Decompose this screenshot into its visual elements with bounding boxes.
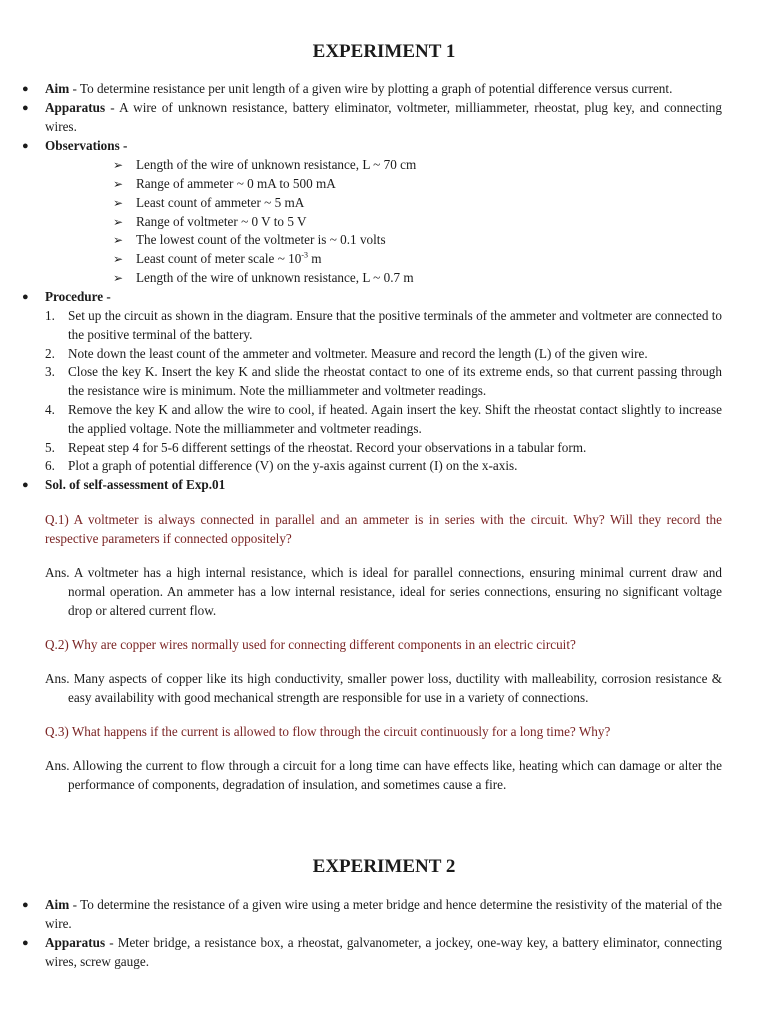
observation-item: Length of the wire of unknown resistance, L ~ 70 cm	[136, 157, 417, 172]
aim-paragraph-exp2	[45, 896, 722, 934]
apparatus-label: Apparatus	[45, 100, 106, 115]
procedure-step: Plot a graph of potential difference (V) on the y-axis against current (I) on the x-axis.	[68, 458, 518, 473]
apparatus-paragraph-exp2	[45, 934, 722, 972]
bullet-icon: ●	[22, 102, 29, 114]
bullet-icon: ●	[22, 899, 29, 911]
observation-item: Least count of ammeter ~ 5 mA	[136, 195, 305, 210]
procedure-step: Remove the key K and allow the wire to cool, if heated. Again insert the key. Shift the rheostat contact slightly to increase the applied voltage. Note the milliammeter and voltmeter readings.	[68, 402, 722, 436]
step-number: 2.	[45, 346, 55, 361]
observation-item: The lowest count of the voltmeter is ~ 0.1 volts	[136, 232, 386, 247]
step-number: 5.	[45, 440, 55, 455]
apparatus-paragraph	[45, 99, 722, 137]
aim-label: Aim	[45, 81, 70, 96]
observations-label: Observations	[45, 138, 120, 153]
answer-2: Ans. Many aspects of copper like its high conductivity, smaller power loss, ductility with malleability, corrosion resistance & easy availability with good mechanical strength are responsible for use in a variety of connections.	[45, 671, 722, 705]
question-1: Q.1) A voltmeter is always connected in parallel and an ammeter is in series with the circuit. Why? Will they record the respective parameters if connected oppositely?	[45, 512, 722, 546]
aim-text: - To determine resistance per unit length of a given wire by plotting a graph of potential difference versus current.	[69, 81, 673, 96]
exponent: -3	[301, 250, 308, 260]
step-number: 1.	[45, 308, 55, 323]
experiment-1-title: EXPERIMENT 1	[312, 41, 456, 62]
answer-3: Ans. Allowing the current to flow through a circuit for a long time can have effects like, heating which can damage or alter the performance of components, degradation of insulation, and sometimes cause a fire.	[45, 758, 722, 792]
procedure-step: Repeat step 4 for 5-6 different settings of the rheostat. Record your observations in a tabular form.	[68, 440, 587, 455]
experiment-2-title: EXPERIMENT 2	[312, 856, 456, 877]
arrow-bullet-icon: ➢	[113, 233, 124, 247]
observation-item: Range of ammeter ~ 0 mA to 500 mA	[136, 176, 336, 191]
apparatus-text: - A wire of unknown resistance, battery eliminator, voltmeter, milliammeter, rheostat, plug key, and connecting wires.	[45, 100, 722, 134]
procedure-label: Procedure	[45, 289, 104, 304]
aim-label: Aim	[45, 897, 70, 912]
observations-heading	[45, 137, 722, 156]
apparatus-label: Apparatus	[45, 935, 106, 950]
observation-item: Range of voltmeter ~ 0 V to 5 V	[136, 214, 307, 229]
observation-item: Length of the wire of unknown resistance, L ~ 0.7 m	[136, 270, 414, 285]
procedure-step: Note down the least count of the ammeter and voltmeter. Measure and record the length (L) of the given wire.	[68, 346, 648, 361]
arrow-bullet-icon: ➢	[113, 252, 124, 266]
question-3: Q.3) What happens if the current is allowed to flow through the circuit continuously for a long time? Why?	[45, 724, 611, 739]
aim-text: - To determine the resistance of a given wire using a meter bridge and hence determine the resistivity of the material of the wire.	[45, 897, 722, 931]
question-2: Q.2) Why are copper wires normally used for connecting different components in an electric circuit?	[45, 637, 576, 652]
procedure-suffix: -	[103, 289, 111, 304]
aim-paragraph	[45, 80, 722, 99]
step-number: 3.	[45, 364, 55, 379]
apparatus-text: - Meter bridge, a resistance box, a rheostat, galvanometer, a jockey, one-way key, a battery eliminator, connecting wires, screw gauge.	[45, 935, 722, 969]
procedure-heading	[45, 288, 722, 307]
solutions-heading	[45, 476, 722, 495]
procedure-step: Set up the circuit as shown in the diagram. Ensure that the positive terminals of the ammeter and voltmeter are connected to the positive terminal of the battery.	[68, 308, 722, 342]
procedure-step: Close the key K. Insert the key K and slide the rheostat contact to one of its extreme ends, so that current passing through the resistance wire is minimum. Note the milliammeter and voltmeter readings.	[68, 364, 722, 398]
bullet-icon: ●	[22, 83, 29, 95]
answer-1: Ans. A voltmeter has a high internal resistance, which is ideal for parallel connections, ensuring minimal current draw and normal operation. An ammeter has a low internal resistance, ideal for series connections, ensuring no significant voltage drop or altered current flow.	[45, 565, 722, 618]
step-number: 6.	[45, 458, 55, 473]
arrow-bullet-icon: ➢	[113, 271, 124, 285]
arrow-bullet-icon: ➢	[113, 177, 124, 191]
solutions-label: Sol. of self-assessment of Exp.01	[45, 477, 226, 492]
arrow-bullet-icon: ➢	[113, 158, 124, 172]
bullet-icon: ●	[22, 479, 29, 491]
arrow-bullet-icon: ➢	[113, 196, 124, 210]
bullet-icon: ●	[22, 937, 29, 949]
step-number: 4.	[45, 402, 55, 417]
unit: m	[308, 251, 322, 266]
bullet-icon: ●	[22, 291, 29, 303]
observation-item	[136, 250, 322, 269]
observation-item-text: Least count of meter scale ~ 10	[136, 251, 302, 266]
bullet-icon: ●	[22, 140, 29, 152]
arrow-bullet-icon: ➢	[113, 215, 124, 229]
observations-suffix: -	[119, 138, 128, 153]
